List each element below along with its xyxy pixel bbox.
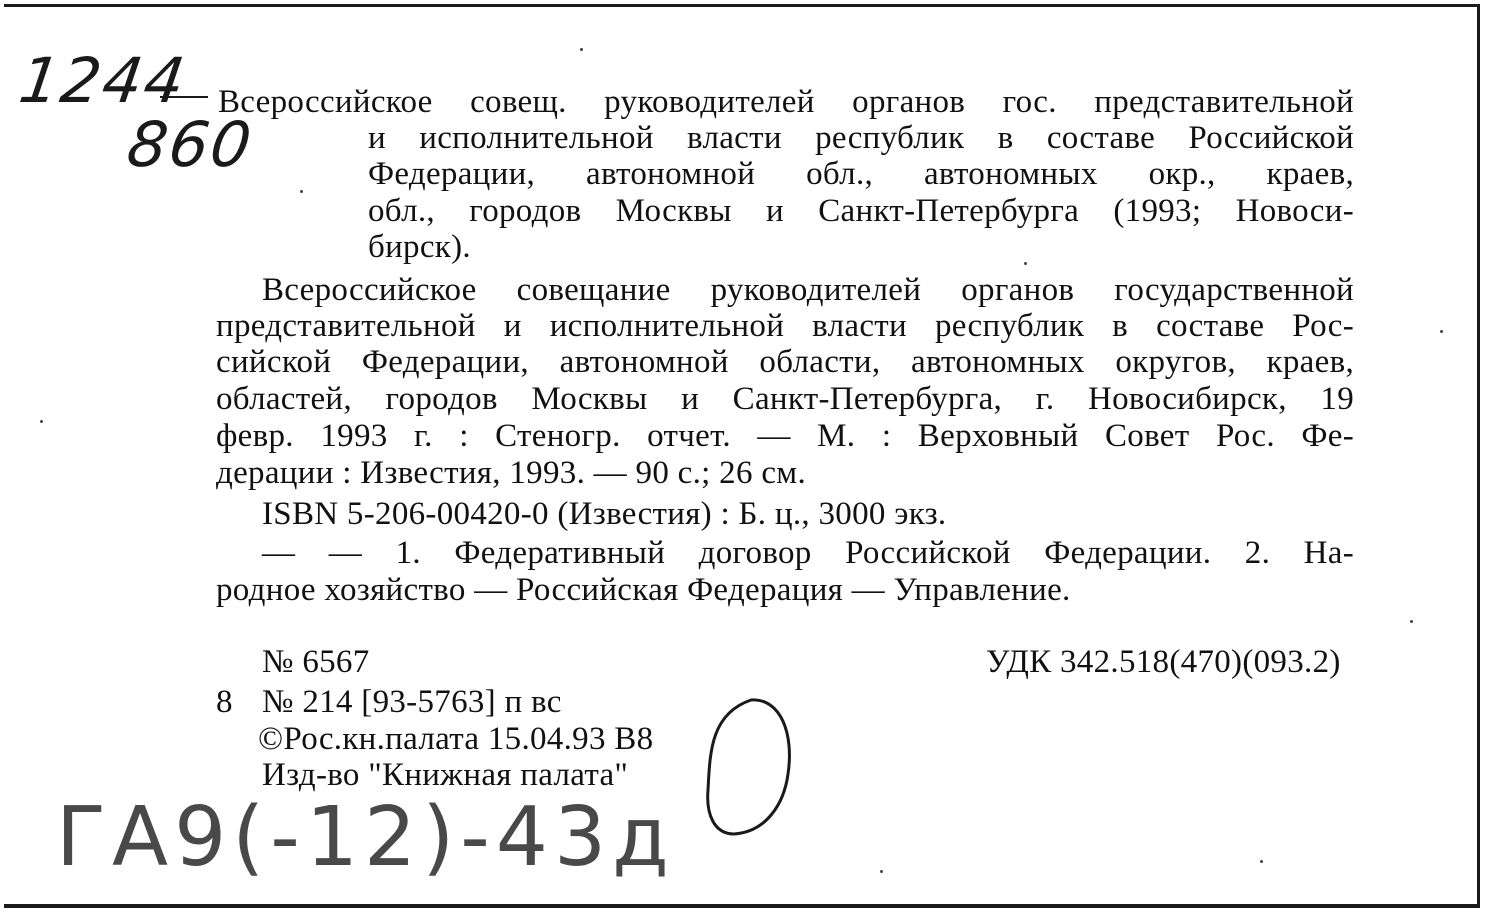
scan-speck [580,48,583,51]
handwritten-call-number-top: 1244 [14,44,191,117]
scan-speck [1410,620,1413,623]
scan-speck [300,190,303,193]
heading-line-2: и исполнительной власти республик в составе Российской [368,120,1354,156]
scan-speck [40,420,43,423]
publisher-line: Изд-во "Книжная палата" [262,757,629,793]
body-line-1: Всероссийское совещание руководителей органов государственной [262,272,1354,308]
isbn-line: ISBN 5-206-00420-0 (Известия) : Б. ц., 3000 экз. [262,496,947,532]
body-line-6: дерации : Известия, 1993. — 90 с.; 26 см. [216,455,807,491]
hand-drawn-oval-mark [696,694,806,844]
scan-speck [1024,262,1027,265]
scan-speck [880,870,883,873]
card-number: № 6567 [262,644,370,680]
body-line-2: представительной и исполнительной власти республик в составе Рос- [216,308,1354,344]
order-prefix: 8 [216,684,233,720]
handwritten-call-number-bottom: 860 [122,108,258,181]
body-line-4: областей, городов Москвы и Санкт-Петербурга, г. Новосибирск, 19 [216,381,1354,417]
heading-line-4: обл., городов Москвы и Санкт-Петербурга (1993; Новоси- [368,193,1354,229]
body-line-5: февр. 1993 г. : Стеногр. отчет. — М. : Верховный Совет Рос. Фе- [216,418,1354,454]
scan-speck [1440,330,1443,333]
udc-code: УДК 342.518(470)(093.2) [986,644,1341,680]
subject-line-2: родное хозяйство — Российская Федерация — Управление. [216,572,1071,608]
heading-line-5: бирск). [368,229,471,265]
scan-speck [1260,860,1263,863]
heading-line-3: Федерации, автономной обл., автономных окр., краев, [368,156,1354,192]
order-line: № 214 [93-5763] п вс [262,684,562,720]
body-line-3: сийской Федерации, автономной области, автономных округов, краев, [216,344,1354,380]
book-chamber-line: ©Рос.кн.палата 15.04.93 В8 [258,721,654,757]
heading-line-1: Всероссийское совещ. руководителей органов гос. представительной [218,84,1354,120]
call-number-underline [160,96,208,98]
subject-line-1: — — 1. Федеративный договор Российской Федерации. 2. На- [262,535,1354,571]
handwritten-shelf-mark: ГА9(-12)-43д [56,790,675,885]
